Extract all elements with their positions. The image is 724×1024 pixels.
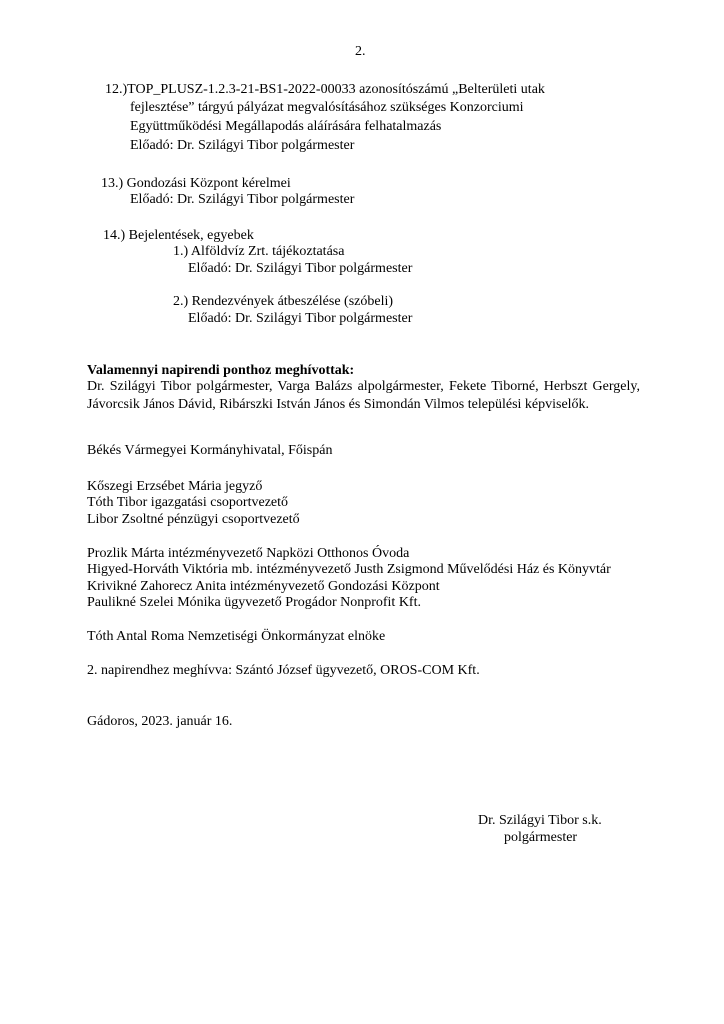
agenda-item-14-title: 14.) Bejelentések, egyebek: [103, 228, 254, 243]
place-date: Gádoros, 2023. január 16.: [87, 714, 233, 729]
invited-councillors: Dr. Szilágyi Tibor polgármester, Varga Balázs alpolgármester, Fekete Tiborné, Herbszt Gergely, Jávorcsik János Dávid, Ribárszki István János és Simondán Vilmos települési képviselők.: [87, 379, 640, 412]
invited-care-center: Krivikné Zahorecz Anita intézményvezető Gondozási Központ: [87, 579, 440, 594]
agenda-item-12-line1: 12.)TOP_PLUSZ-1.2.3-21-BS1-2022-00033 azonosítószámú „Belterületi utak: [105, 82, 545, 97]
signature-name: Dr. Szilágyi Tibor s.k.: [478, 813, 602, 828]
invited-admin-lead: Tóth Tibor igazgatási csoportvezető: [87, 495, 289, 510]
invited-heading: Valamennyi napirendi ponthoz meghívottak:: [87, 363, 355, 378]
agenda-item-14-sub2-presenter: Előadó: Dr. Szilágyi Tibor polgármester: [188, 311, 413, 326]
invited-item2: 2. napirendhez meghívva: Szántó József ügyvezető, OROS-COM Kft.: [87, 663, 480, 678]
invited-government-office: Békés Vármegyei Kormányhivatal, Főispán: [87, 443, 333, 458]
invited-finance-lead: Libor Zsoltné pénzügyi csoportvezető: [87, 512, 300, 527]
signature-title: polgármester: [504, 830, 578, 845]
agenda-item-12-line3: Együttműködési Megállapodás aláírására felhatalmazás: [130, 119, 442, 134]
agenda-item-14-sub2-title: 2.) Rendezvények átbeszélése (szóbeli): [173, 294, 394, 309]
agenda-item-13-presenter: Előadó: Dr. Szilágyi Tibor polgármester: [130, 192, 355, 207]
agenda-item-13-title: 13.) Gondozási Központ kérelmei: [101, 176, 291, 191]
agenda-item-14-sub1-presenter: Előadó: Dr. Szilágyi Tibor polgármester: [188, 261, 413, 276]
agenda-item-12-line2: fejlesztése” tárgyú pályázat megvalósításához szükséges Konzorciumi: [130, 100, 524, 115]
page-number: 2.: [355, 44, 366, 59]
invited-culture-house: Higyed-Horváth Viktória mb. intézményvezető Justh Zsigmond Művelődési Ház és Könyvtár: [87, 562, 611, 577]
agenda-item-14-sub1-title: 1.) Alföldvíz Zrt. tájékoztatása: [173, 244, 345, 259]
agenda-item-12-presenter: Előadó: Dr. Szilágyi Tibor polgármester: [130, 138, 355, 153]
invited-roma: Tóth Antal Roma Nemzetiségi Önkormányzat elnöke: [87, 629, 386, 644]
invited-notary: Kőszegi Erzsébet Mária jegyző: [87, 479, 263, 494]
invited-progador: Paulikné Szelei Mónika ügyvezető Progádor Nonprofit Kft.: [87, 595, 421, 610]
invited-kindergarten: Prozlik Márta intézményvezető Napközi Otthonos Óvoda: [87, 546, 410, 561]
